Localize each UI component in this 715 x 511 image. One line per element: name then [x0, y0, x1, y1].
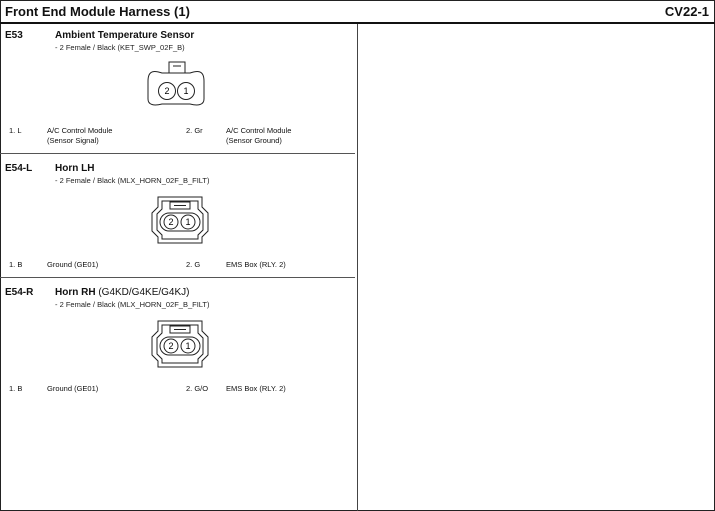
pin-label-1: 1 — [185, 217, 191, 227]
section-divider — [0, 277, 355, 278]
connector-spec: - 2 Female / Black (MLX_HORN_02F_B_FILT) — [55, 300, 210, 309]
connector-id: E54-R — [5, 287, 34, 298]
pin-label-2: 2 — [164, 86, 170, 96]
connector-name: Horn LH — [55, 163, 95, 174]
pin-label-2: 2 — [168, 341, 174, 351]
pin-label-1: 1 — [185, 341, 191, 351]
pin-number: 1. B — [9, 384, 23, 393]
pin-description: EMS Box (RLY. 2) — [226, 260, 286, 269]
pin-number: 2. G/O — [186, 384, 209, 393]
pin-number: 2. G — [186, 260, 201, 269]
connector-diagram — [148, 317, 212, 373]
pin-description: Ground (GE01) — [47, 384, 99, 393]
pin-number: 1. L — [9, 126, 22, 135]
connector-name: Ambient Temperature Sensor — [55, 30, 195, 41]
section-divider — [0, 153, 355, 154]
pin-description: A/C Control Module (Sensor Signal) — [47, 126, 113, 145]
connector-section-e54-l — [0, 163, 355, 275]
connector-id: E53 — [5, 30, 23, 41]
connector-spec: - 2 Female / Black (KET_SWP_02F_B) — [55, 43, 185, 52]
pin-number: 2. Gr — [186, 126, 203, 135]
page-header — [0, 0, 715, 24]
pin-label-1: 1 — [183, 86, 189, 96]
connector-id: E54-L — [5, 163, 33, 174]
connector-name: Horn RH (G4KD/G4KE/G4KJ) — [55, 287, 190, 298]
page-title: Front End Module Harness (1) — [5, 4, 190, 19]
connector-diagram — [148, 193, 212, 249]
pin-label-2: 2 — [168, 217, 174, 227]
connector-spec: - 2 Female / Black (MLX_HORN_02F_B_FILT) — [55, 176, 210, 185]
connector-section-e54-r — [0, 287, 355, 399]
connector-section-e53 — [0, 30, 355, 152]
pin-description: EMS Box (RLY. 2) — [226, 384, 286, 393]
page-code: CV22-1 — [664, 4, 709, 19]
pin-number: 1. B — [9, 260, 23, 269]
column-divider — [357, 24, 358, 511]
connector-diagram — [140, 59, 212, 109]
pin-description: A/C Control Module (Sensor Ground) — [226, 126, 292, 145]
pin-description: Ground (GE01) — [47, 260, 99, 269]
